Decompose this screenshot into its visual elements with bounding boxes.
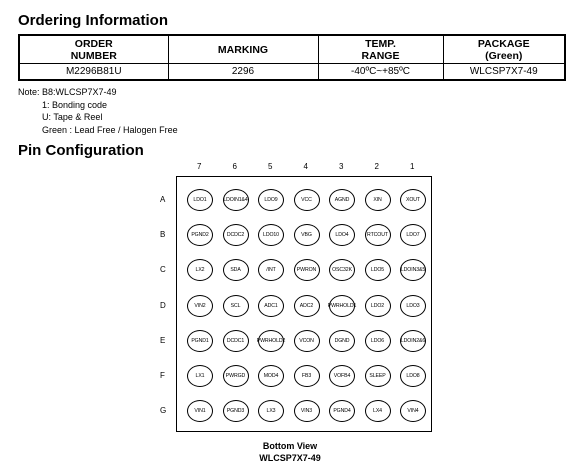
pin-ball: LDOIN2&6 xyxy=(400,330,426,352)
note-line: U: Tape & Reel xyxy=(42,112,103,122)
pin-ball: LDO2 xyxy=(365,295,391,317)
pin-ball: LDOIN1&4 xyxy=(223,189,249,211)
pin-ball: SDA xyxy=(223,259,249,281)
row-label: B xyxy=(160,230,166,240)
note-line: Green : Lead Free / Halogen Free xyxy=(42,124,178,135)
view-caption: Bottom View xyxy=(262,441,318,451)
column-label: 4 xyxy=(303,162,308,171)
row-label: A xyxy=(160,195,166,204)
pin-ball: DGND xyxy=(329,330,355,352)
pin-ball: PGND3 xyxy=(223,400,249,422)
row-label: C xyxy=(160,265,166,275)
header-marking: MARKING xyxy=(168,35,318,64)
pin-ball: ADC2 xyxy=(294,295,320,317)
pin-ball: VCON xyxy=(294,330,320,352)
pin-ball: VIN2 xyxy=(187,295,213,317)
pin-ball: LDO7 xyxy=(400,224,426,246)
header-order-number: ORDER NUMBER xyxy=(19,35,168,64)
pin-ball: LX1 xyxy=(187,365,213,387)
pin-ball: VIN4 xyxy=(400,400,426,422)
column-label: 3 xyxy=(339,162,344,171)
pin-ball: XOUT xyxy=(400,189,426,211)
pin-ball: LDO1 xyxy=(187,189,213,211)
note-line: 1: Bonding code xyxy=(42,99,108,110)
pin-ball: LDO10 xyxy=(258,224,284,246)
row-label: D xyxy=(160,300,166,310)
package-caption: WLCSP7X7-49 xyxy=(259,453,321,463)
pin-ball: SCL xyxy=(223,295,249,317)
pin-ball: VCC xyxy=(294,189,320,211)
row-label: G xyxy=(160,406,167,416)
column-label: 2 xyxy=(374,162,379,171)
pin-ball: AGND xyxy=(329,189,355,211)
pin-ball: VIN3 xyxy=(294,400,320,422)
column-label: 5 xyxy=(268,162,273,171)
header-temp-range: TEMP. RANGE xyxy=(318,35,443,64)
pin-ball: DCDC1 xyxy=(223,330,249,352)
header-package: PACKAGE (Green) xyxy=(443,35,565,64)
pin-ball: PWRGD xyxy=(223,365,249,387)
pin-ball: PGND4 xyxy=(329,400,355,422)
ordering-table xyxy=(18,34,566,81)
cell-marking: 2296 xyxy=(168,64,318,81)
pin-ball: PWRON xyxy=(294,259,320,281)
pin-ball: /INT xyxy=(258,259,284,281)
cell-temp-range: -40ºC~+85ºC xyxy=(318,64,443,81)
pin-ball: DCDC2 xyxy=(223,224,249,246)
pin-ball: PGND1 xyxy=(187,330,213,352)
pin-ball: PWRHOLD2 xyxy=(258,330,284,352)
column-label: 7 xyxy=(197,162,202,171)
pin-ball: ADC1 xyxy=(258,295,284,317)
cell-order-number: M2296B81U xyxy=(19,64,168,81)
pin-ball: PWRHOLD1 xyxy=(329,295,355,317)
column-label: 6 xyxy=(232,162,237,171)
pin-ball: LDOIN3&5 xyxy=(400,259,426,281)
cell-package: WLCSP7X7-49 xyxy=(443,64,565,81)
note-line: Note: B8:WLCSP7X7-49 xyxy=(18,87,117,97)
pin-ball: PGND2 xyxy=(187,224,213,246)
pin-ball: VOFB4 xyxy=(329,365,355,387)
ordering-notes xyxy=(18,86,178,136)
pin-ball: RTCOUT xyxy=(365,224,391,246)
pin-ball: LDO8 xyxy=(400,365,426,387)
ordering-section-title: Ordering Information xyxy=(18,12,168,29)
pin-ball: OSC32K xyxy=(329,259,355,281)
pin-ball: LDO9 xyxy=(258,189,284,211)
pin-ball: LX3 xyxy=(258,400,284,422)
row-label: E xyxy=(160,335,166,345)
table-row xyxy=(19,64,565,81)
pin-ball: LX4 xyxy=(365,400,391,422)
pin-ball: XIN xyxy=(365,189,391,211)
row-label: F xyxy=(160,371,165,380)
column-label: 1 xyxy=(410,162,415,171)
pin-ball: LDO5 xyxy=(365,259,391,281)
pin-ball: LX2 xyxy=(187,259,213,281)
pin-ball: VIN1 xyxy=(187,400,213,422)
pin-ball: LDO3 xyxy=(400,295,426,317)
pin-ball: SLEEP xyxy=(365,365,391,387)
pin-ball: VBG xyxy=(294,224,320,246)
pin-config-section-title: Pin Configuration xyxy=(18,142,144,159)
pin-ball: MOD4 xyxy=(258,365,284,387)
pin-ball: FB3 xyxy=(294,365,320,387)
pin-ball: LDO4 xyxy=(329,224,355,246)
pin-ball: LDO6 xyxy=(365,330,391,352)
